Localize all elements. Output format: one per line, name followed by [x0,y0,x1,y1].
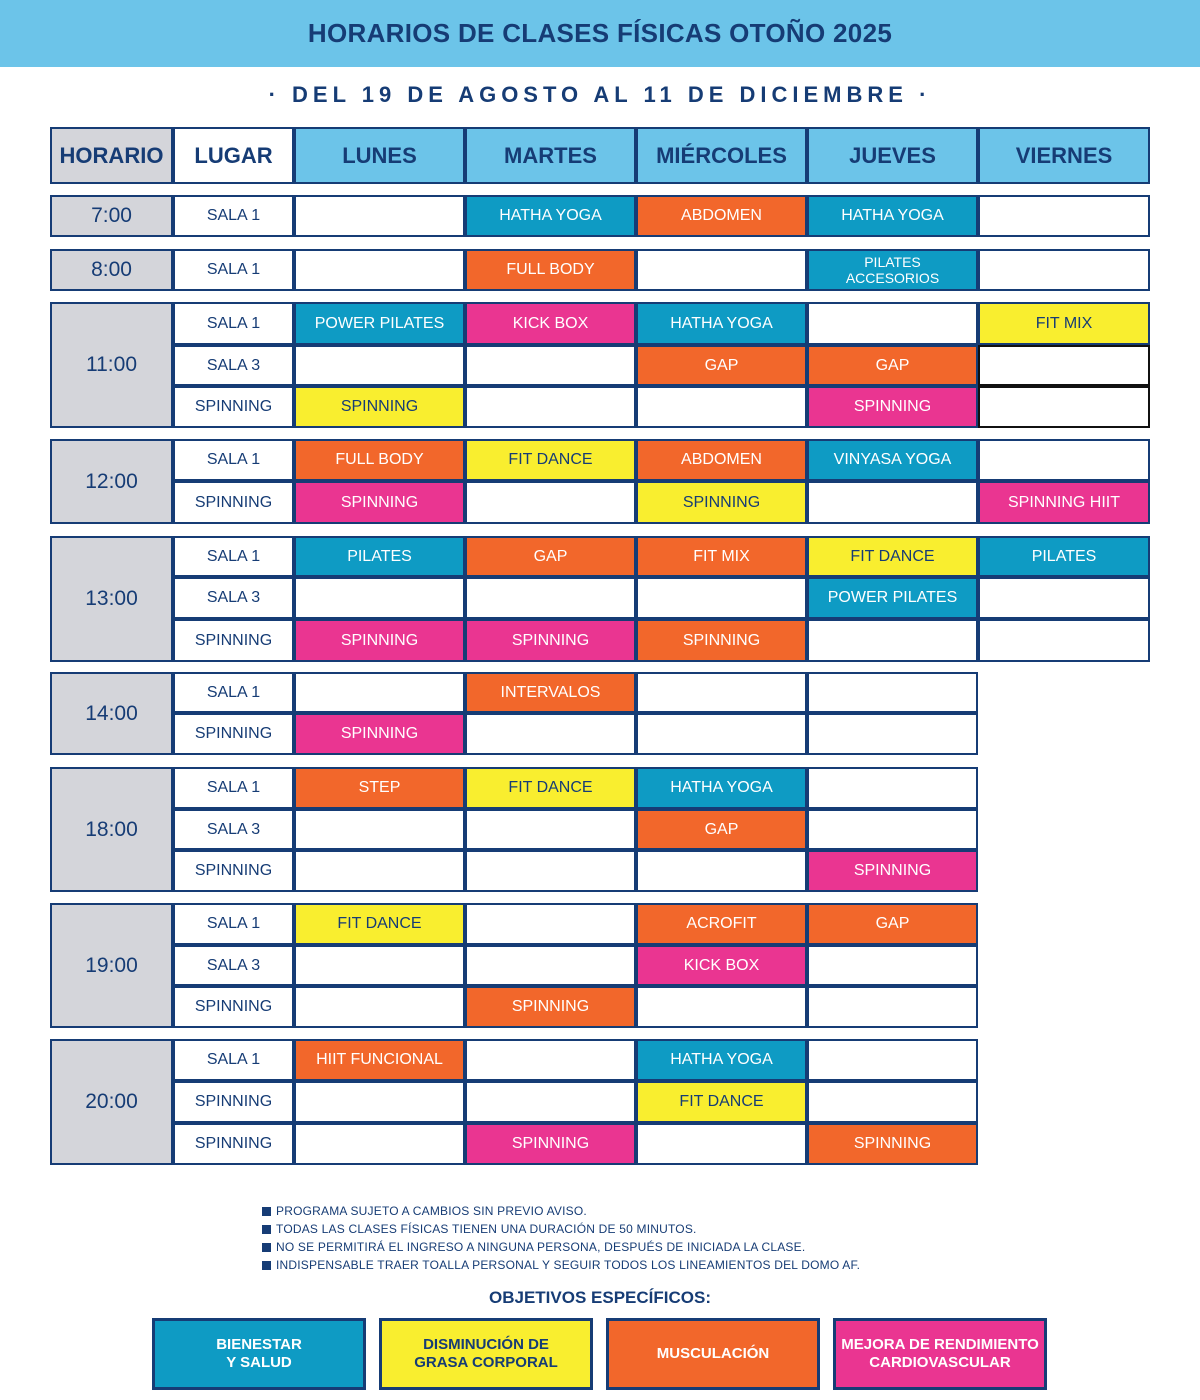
room-label: SALA 1 [173,302,294,345]
square-bullet-icon [262,1207,271,1216]
class-cell: SPINNING [465,619,636,662]
room-label: SPINNING [173,1081,294,1123]
room-label: SALA 3 [173,577,294,619]
empty-cell [978,619,1150,662]
class-cell: FIT DANCE [294,903,465,945]
class-cell: SPINNING [636,619,807,662]
time-slot: 13:00 [50,536,173,662]
room-label: SPINNING [173,1123,294,1165]
empty-cell [294,249,465,291]
class-cell: POWER PILATES [807,577,978,619]
empty-cell [636,249,807,291]
empty-cell [465,1081,636,1123]
class-cell: GAP [807,903,978,945]
class-cell: SPINNING [294,713,465,755]
empty-cell [294,672,465,713]
empty-cell [636,850,807,892]
empty-cell [807,767,978,809]
class-cell: GAP [636,809,807,850]
empty-cell [294,1123,465,1165]
empty-cell [294,345,465,386]
class-cell: FULL BODY [294,439,465,481]
header-day: MIÉRCOLES [636,127,807,184]
legend-fat-loss: DISMINUCIÓN DE GRASA CORPORAL [379,1318,593,1390]
class-cell: PILATES [978,536,1150,577]
page-title: HORARIOS DE CLASES FÍSICAS OTOÑO 2025 [307,18,893,48]
room-label: SPINNING [173,386,294,428]
room-label: SALA 1 [173,439,294,481]
class-cell: SPINNING HIIT [978,481,1150,524]
class-cell: HATHA YOGA [636,1039,807,1081]
room-label: SALA 3 [173,945,294,986]
class-cell: POWER PILATES [294,302,465,345]
class-cell: FIT DANCE [636,1081,807,1123]
date-range-subtitle: · DEL 19 DE AGOSTO AL 11 DE DICIEMBRE · [268,82,932,107]
class-cell: SPINNING [294,386,465,428]
empty-cell [807,945,978,986]
class-cell: FIT DANCE [807,536,978,577]
class-cell: ACROFIT [636,903,807,945]
class-cell: HATHA YOGA [636,767,807,809]
empty-cell [636,672,807,713]
class-cell: SPINNING [807,1123,978,1165]
room-label: SALA 1 [173,195,294,237]
class-cell: HATHA YOGA [807,195,978,237]
empty-cell [807,1039,978,1081]
empty-cell [465,386,636,428]
empty-cell [807,809,978,850]
empty-cell [978,577,1150,619]
note-text: NO SE PERMITIRÁ EL INGRESO A NINGUNA PERSONA, DESPUÉS DE INICIADA LA CLASE. [276,1240,806,1254]
time-slot: 8:00 [50,249,173,291]
square-bullet-icon [262,1243,271,1252]
empty-cell [807,481,978,524]
class-cell: KICK BOX [465,302,636,345]
empty-cell [294,1081,465,1123]
square-bullet-icon [262,1225,271,1234]
room-label: SPINNING [173,619,294,662]
time-slot: 7:00 [50,195,173,237]
empty-cell [465,1039,636,1081]
room-label: SALA 3 [173,809,294,850]
legend-title: OBJETIVOS ESPECÍFICOS: [489,1288,711,1307]
empty-cell [294,945,465,986]
notes-list [262,1202,962,1274]
empty-cell [636,713,807,755]
class-cell: GAP [465,536,636,577]
empty-cell [465,945,636,986]
note-text: INDISPENSABLE TRAER TOALLA PERSONAL Y SEGUIR TODOS LOS LINEAMIENTOS DEL DOMO AF. [276,1258,861,1272]
empty-cell [465,809,636,850]
empty-cell [807,1081,978,1123]
empty-cell [807,619,978,662]
legend-cardio: MEJORA DE RENDIMIENTO CARDIOVASCULAR [833,1318,1047,1390]
empty-cell [465,577,636,619]
class-cell: FIT DANCE [465,439,636,481]
header-day: MARTES [465,127,636,184]
square-bullet-icon [262,1261,271,1270]
room-label: SPINNING [173,986,294,1028]
empty-cell [465,345,636,386]
legend-muscle: MUSCULACIÓN [606,1318,820,1390]
header-day: VIERNES [978,127,1150,184]
class-cell: STEP [294,767,465,809]
class-cell: HATHA YOGA [465,195,636,237]
empty-cell [807,713,978,755]
class-cell: PILATES [294,536,465,577]
room-label: SALA 1 [173,536,294,577]
class-cell: GAP [636,345,807,386]
empty-cell [636,577,807,619]
class-cell: SPINNING [465,986,636,1028]
note-item [262,1238,962,1256]
empty-cell [294,195,465,237]
empty-cell [807,302,978,345]
time-slot: 19:00 [50,903,173,1028]
class-cell: KICK BOX [636,945,807,986]
class-cell: GAP [807,345,978,386]
class-cell: VINYASA YOGA [807,439,978,481]
class-cell: PILATES ACCESORIOS [807,249,978,291]
time-slot: 14:00 [50,672,173,755]
empty-cell [807,672,978,713]
empty-cell [294,577,465,619]
empty-cell [465,903,636,945]
time-slot: 18:00 [50,767,173,892]
class-cell: ABDOMEN [636,195,807,237]
class-cell: SPINNING [807,386,978,428]
time-slot: 20:00 [50,1039,173,1165]
class-cell: INTERVALOS [465,672,636,713]
class-cell: SPINNING [636,481,807,524]
empty-cell [636,1123,807,1165]
room-label: SALA 1 [173,767,294,809]
empty-cell [978,195,1150,237]
empty-cell [465,481,636,524]
class-cell: FIT DANCE [465,767,636,809]
header-place: LUGAR [173,127,294,184]
empty-cell [294,809,465,850]
header-day: JUEVES [807,127,978,184]
time-slot: 12:00 [50,439,173,524]
note-item [262,1202,962,1220]
room-label: SALA 1 [173,249,294,291]
class-cell: HATHA YOGA [636,302,807,345]
legend-wellness: BIENESTAR Y SALUD [152,1318,366,1390]
empty-cell [465,713,636,755]
empty-cell [807,986,978,1028]
class-cell: SPINNING [294,481,465,524]
note-text: PROGRAMA SUJETO A CAMBIOS SIN PREVIO AVISO. [276,1204,587,1218]
empty-cell [465,850,636,892]
room-label: SPINNING [173,850,294,892]
class-cell: SPINNING [807,850,978,892]
empty-cell [978,249,1150,291]
room-label: SPINNING [173,481,294,524]
empty-cell [978,386,1150,428]
header-time: HORARIO [50,127,173,184]
room-label: SALA 3 [173,345,294,386]
class-cell: SPINNING [294,619,465,662]
room-label: SALA 1 [173,903,294,945]
class-cell: FIT MIX [978,302,1150,345]
empty-cell [978,439,1150,481]
empty-cell [636,986,807,1028]
class-cell: FULL BODY [465,249,636,291]
class-cell: ABDOMEN [636,439,807,481]
note-text: TODAS LAS CLASES FÍSICAS TIENEN UNA DURACIÓN DE 50 MINUTOS. [276,1222,697,1236]
room-label: SALA 1 [173,672,294,713]
note-item [262,1220,962,1238]
empty-cell [978,345,1150,386]
room-label: SALA 1 [173,1039,294,1081]
class-cell: FIT MIX [636,536,807,577]
empty-cell [636,386,807,428]
header-day: LUNES [294,127,465,184]
class-cell: SPINNING [465,1123,636,1165]
note-item [262,1256,962,1274]
empty-cell [294,850,465,892]
room-label: SPINNING [173,713,294,755]
empty-cell [294,986,465,1028]
time-slot: 11:00 [50,302,173,428]
class-cell: HIIT FUNCIONAL [294,1039,465,1081]
